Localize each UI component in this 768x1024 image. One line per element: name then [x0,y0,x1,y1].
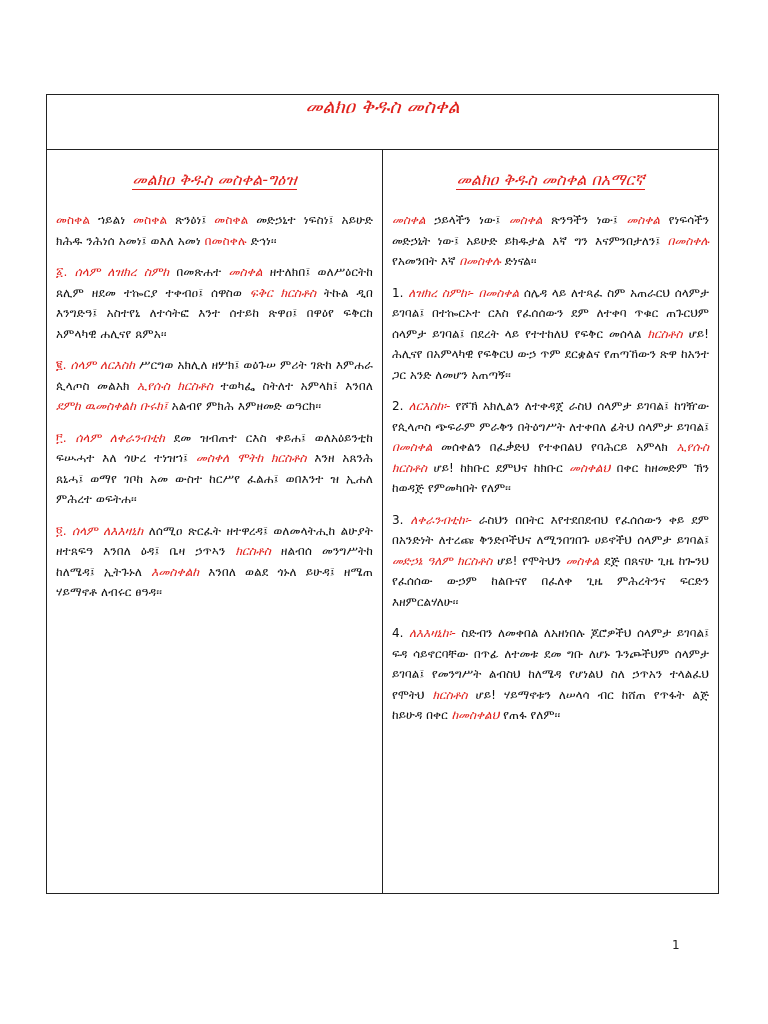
amharic-column [383,150,719,894]
document-title: መልክዐ ቅዱስ መስቀል [305,96,460,118]
amharic-heading: መልክዐ ቅዱስ መስቀል በአማርኛ [456,170,645,189]
geez-column [47,150,383,894]
geez-stanza-3: ፫. ሰላም ለቀራንብቲከ ደመ ዝብጠተ ርእስ ቀይሐ፤ ወለአዕይንቲከ ፍሡሓተ እለ ጎሁረ ተነዝኀ፤ መስቀለ ሞትከ ክርስቶስ እንዘ አጸንሕ ጸኒሓ፤ ወማየ ገቦከ አመ ውስተ ከርሥየ ፈልሐ፤ ወበእንተ ዝ ኢሐለ ምሕረተ ወፍትሐ፡፡ [56,430,374,506]
amharic-intro-paragraph: መስቀል ኃይላችን ነው፤ መስቀል ጽንዓችን ነው፤ መስቀል የነፍሳችን መድኃኒት ነው፤ አይሁድ ይክዱታል እኛ ግን እናምንበታለን፤ በመስቀሉ የአመንበት እኛ በመስቀሉ ድነናል፡፡ [392,213,709,268]
geez-intro-paragraph: መስቀል ኀይልነ መስቀል ጽንዕነ፤ መስቀል መድኃኒተ ነፍስነ፤ አይሁድ ክሕዱ ንሕነሰ አመነ፤ ወእለ አመነ በመስቀሉ ድኅነ፡፡ [56,213,373,248]
amharic-stanza-4: 4. ለእእዛኒከ፡- ስድብን ለመቀበል ለአዘነበሉ ጆሮዎችህ ሰላምታ ይገባል፤ ፍዳ ሳይኖርባቸው በጥፊ ለተመቱ ደመ ግቡ ለሆኑ ጉንጮችህም ሰላምታ ይገባል፤ የመንግሥት ልብስህ ከለሜዳ የሆነልህ ስለ ኃጥአን ተላልፈህ የሞትህ ክርስቶስ ሆይ! ሃይማኖቱን ለሠላሳ ብር ከሸጠ የጥፋት ልጅ ከይሁዳ በቀር ከመስቀልህ የጠፋ የለም፡፡ [392,626,709,722]
page-number: 1 [672,938,680,952]
geez-stanza-1: ፩. ሰላም ለዝክረ ስምከ በመጽሐተ መስቀል ዘተለክበ፤ ወለሥዕርትከ ጸሊም ዘደመ ተኰርያ ተቀብዐ፤ ሰዋስወ ፍቅር ክርስቶስ ትኩል ዲበ እንግድዓ፤ አስተየኒ ለተሳትፎ እንተ ሰተይከ ጽዋዐ፤ በዋዕየ ፍቅርከ አምላካዊ ሐሊናየ ጸምአ፡፡ [56,265,374,341]
amharic-stanza-1: 1. ለዝክረ ስምከ፡- በመስቀል ሰሌዳ ላይ ለተጻፈ ስም አጠራርህ ሰላምታ ይገባል፤ በተኰርኦተ ርእስ የፈሰሰውን ደም ለተቀባ ጥቁር ጠጉርህም ሰላምታ ይገባል፤ በደረት ላይ የተተከለህ የፍቅር መሰላል ክርስቶስ ሆይ! ሕሊናየ በአምላካዊ የፍቅርህ ውኃ ጥም ደርቋልና የጠጣኸውን ጽዋ ከአንተ ጋር አንድ ለመሆን አጠጣኝ፡፡ [392,285,709,382]
geez-heading: መልክዐ ቅዱስ መስቀል-ግዕዝ [132,170,297,189]
content-table [46,94,719,894]
amharic-stanza-2: 2. ለርእስከ፡- የሾኽ አክሊልን ለተቀዳጀ ራስህ ሰላምታ ይገባል፤ ከገዥው የጲላጦስ ጭፍራም ምራቅን በትዕግሥት ለተቀበለ ፊትህ ሰላምታ ይገባል፤ በመስቀል መሰቀልን በፈቃድህ የተቀበልህ የባሕርይ አምላክ ኢየሱስ ክርስቶስ ሆይ! ከክቡር ደምህና ከክቡር መስቀልህ በቀር ከዘመድም ኽን ከወዳጅ የምመካበት የለም፡፡ [392,399,709,495]
geez-stanza-2: ፪. ሰላም ለርእስከ ሥርግወ አክሊለ ዘሦክ፤ ወዕጉሠ ምሪት ገጽከ እምሐራ ጲላጦስ መልአክ ኢየሱስ ክርስቶስ ተወካፌ ስትለተ አምላክ፤ እንበለ ደምከ ዉመስቀልከ ቡሩክ፤ አልብየ ምክሕ እምዘመድ ወዓርክ፡፡ [56,358,373,413]
geez-stanza-4: ፬. ሰላም ለእእዛኒከ ለሰሚዐ ጽርፈት ዘተዋረዳ፤ ወለመላትሒከ ልሁያት ዘተጸፍዓ እንበለ ዕዳ፤ ቤዛ ኃጥኣን ክርስቶስ ዘልብሰ መንግሥትከ ከለሜዳ፤ ኢትጉኑለ እመስቀልከ እንበለ ወልደ ጎኑለ ይሁዳ፤ ዘሜጠ ሃይማኖቶ ለብሩር ፀዓዳ፡፡ [56,523,373,599]
title-cell [47,95,719,150]
amharic-stanza-3: 3. ለቀራንብቲከ፡- ራስህን በበትር እየተደበደብህ የፈሰሰውን ቀይ ደም በአንድነት ለተረጩ ቅንድቦችህና ለሚንበገበጉ ሀይኖችህ ሰላምታ ይገባል፤ መድኃኔ ዓለም ክርስቶስ ሆይ! የሞትህን መስቀል ደጅ በጸናሁ ጊዜ ከጐንህ የፈሰሰው ውኃም ከልቡናየ በፈለቀ ጊዜ ምሕረትንና ፍርድን እዘምርልሃለሁ፡፡ [392,512,709,609]
